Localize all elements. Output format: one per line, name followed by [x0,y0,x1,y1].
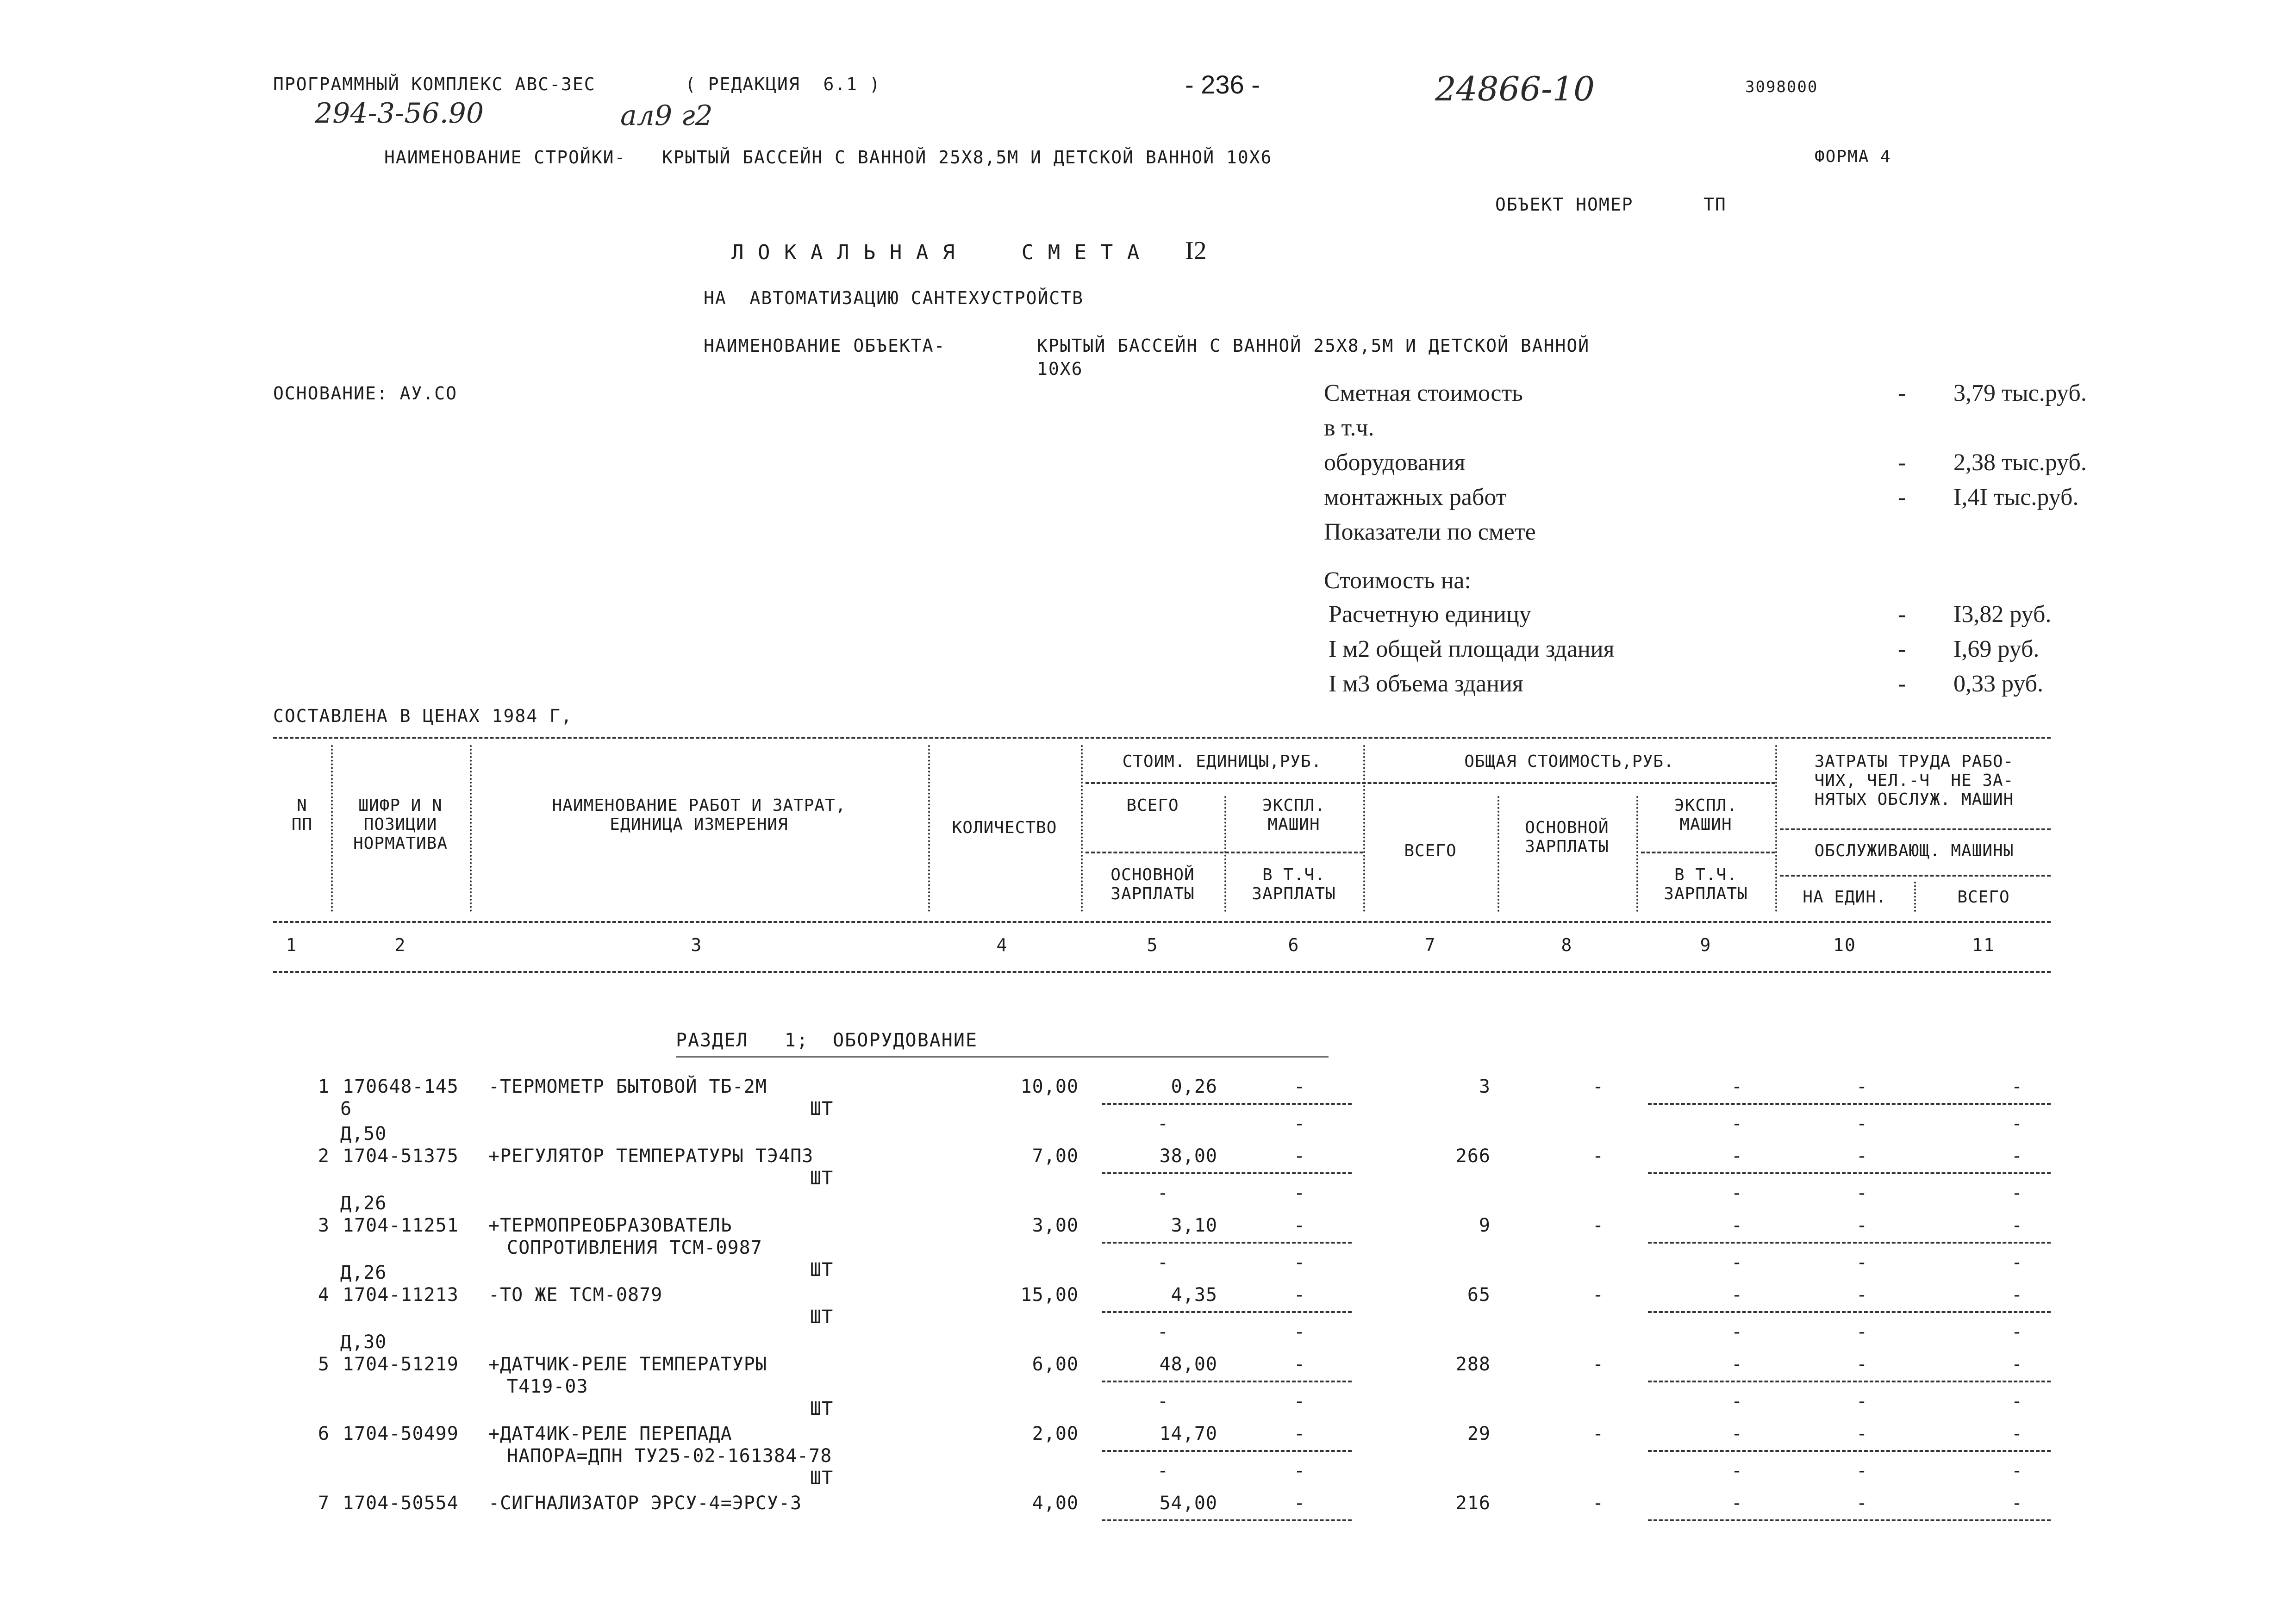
row-total-cost: 288 [1455,1354,1491,1375]
header-col-3: НАИМЕНОВАНИЕ РАБОТ И ЗАТРАТ, ЕДИНИЦА ИЗМЕРЕНИЯ [552,796,846,834]
row-labor-total-sub: - [2011,1182,2023,1204]
row-unit-machine-salary: - [1294,1391,1306,1412]
row-quantity: 2,00 [1032,1423,1079,1444]
header-col-8: ОСНОВНОЙ ЗАРПЛАТЫ [1525,818,1609,856]
row-labor-per-unit: - [1856,1354,1868,1375]
estimate-subject: НА АВТОМАТИЗАЦИЮ САНТЕХУСТРОЙСТВ [704,288,1084,308]
row-base-salary: - [1592,1215,1604,1236]
row-base-salary: - [1592,1284,1604,1306]
object-name-label: НАИМЕНОВАНИЕ ОБЪЕКТА- [704,336,946,356]
row-labor-per-unit: - [1856,1493,1868,1514]
row-machine-salary-total: - [1731,1391,1743,1412]
row-name: +ДАТ4ИК-РЕЛЕ ПЕРЕПАДА [488,1423,732,1444]
row-number: 4 [318,1284,330,1306]
row-number: 2 [318,1145,330,1167]
row-right-rule [1648,1242,2051,1244]
row-labor-unit-sub: - [1856,1252,1868,1273]
row-base-salary: - [1592,1145,1604,1167]
row-labor-unit-sub: - [1856,1182,1868,1204]
row-unit-salary: - [1157,1252,1169,1273]
row-labor-unit-sub: - [1856,1391,1868,1412]
area-label: I м2 общей площади здания [1329,636,1615,662]
row-labor-total: - [2011,1284,2023,1306]
row-unit-cost-total: 4,35 [1171,1284,1217,1306]
equipment-value: 2,38 тыс.руб. [1953,449,2087,476]
column-number-2: 2 [394,935,406,955]
column-number-10: 10 [1833,935,1856,955]
equipment-dash: - [1898,449,1906,476]
document-number: 24866-10 [1435,69,1595,108]
header-unit-cost-group: СТОИМ. ЕДИНИЦЫ,РУБ. [1122,752,1322,771]
section-title: РАЗДЕЛ 1; ОБОРУДОВАНИЕ [676,1030,978,1051]
row-note: Д,50 [340,1123,387,1145]
row-quantity: 3,00 [1032,1215,1079,1236]
construction-label: НАИМЕНОВАНИЕ СТРОЙКИ- [384,147,626,168]
row-right-rule [1648,1450,2051,1452]
indicators-label: Показатели по смете [1324,519,1536,545]
row-note: Д,26 [340,1262,387,1283]
row-unit: ШТ [810,1307,834,1328]
estimate-number: I2 [1185,236,1207,265]
header-col-5-bottom: ОСНОВНОЙ ЗАРПЛАТЫ [1111,865,1195,903]
header-rule [1641,852,1775,853]
row-code: 1704-50499 [343,1423,459,1444]
row-quantity: 15,00 [1020,1284,1079,1306]
installation-value: I,4I тыс.руб. [1953,484,2079,510]
row-machine-salary-total: - [1731,1113,1743,1134]
row-unit-cost-rule [1102,1519,1352,1521]
row-base-salary: - [1592,1076,1604,1097]
row-machine-salary-total: - [1731,1460,1743,1481]
row-unit-cost-machines: - [1294,1215,1306,1236]
cost-dash: - [1898,380,1906,406]
row-unit-cost-machines: - [1294,1076,1306,1097]
row-unit-cost-rule [1102,1381,1352,1382]
header-col-11: ВСЕГО [1957,888,2010,907]
row-machines-total: - [1731,1354,1743,1375]
row-right-rule [1648,1172,2051,1174]
edition: ( РЕДАКЦИЯ 6.1 ) [685,74,881,94]
row-code: 1704-51219 [343,1354,459,1375]
row-machines-total: - [1731,1493,1743,1514]
row-labor-per-unit: - [1856,1215,1868,1236]
row-labor-total-sub: - [2011,1252,2023,1273]
row-number: 5 [318,1354,330,1375]
row-labor-unit-sub: - [1856,1113,1868,1134]
header-col-7: ВСЕГО [1404,841,1457,860]
row-unit-salary: - [1157,1321,1169,1343]
handwritten-album: ал9 г2 [620,100,713,132]
row-unit-cost-total: 3,10 [1171,1215,1217,1236]
header-col-9-bottom: В Т.Ч. ЗАРПЛАТЫ [1664,865,1748,903]
row-machines-total: - [1731,1423,1743,1444]
row-code: 1704-51375 [343,1145,459,1167]
row-name: +РЕГУЛЯТОР ТЕМПЕРАТУРЫ ТЭ4П3 [488,1145,814,1167]
column-number-11: 11 [1972,935,1995,955]
object-value: ТП [1703,194,1727,215]
header-rule [1780,875,2051,877]
row-machine-salary-total: - [1731,1321,1743,1343]
row-labor-total-sub: - [2011,1321,2023,1343]
row-labor-total-sub: - [2011,1391,2023,1412]
unit-dash: - [1898,601,1906,628]
header-total-cost-group: ОБЩАЯ СТОИМОСТЬ,РУБ. [1464,752,1674,771]
row-machines-total: - [1731,1145,1743,1167]
header-col-6-bottom: В Т.Ч. ЗАРПЛАТЫ [1252,865,1336,903]
header-col-9-top: ЭКСПЛ. МАШИН [1674,796,1738,834]
row-number: 1 [318,1076,330,1097]
numbers-bottom-rule [273,971,2051,973]
row-unit-cost-total: 0,26 [1171,1076,1217,1097]
row-labor-total-sub: - [2011,1460,2023,1481]
basis: ОСНОВАНИЕ: АУ.СО [273,383,458,404]
header-bottom-rule [273,921,2051,923]
row-unit-machine-salary: - [1294,1113,1306,1134]
page-number: - 236 - [1185,70,1260,99]
header-rule [1780,828,2051,830]
row-name-extra: Т419-03 [507,1376,588,1397]
row-note: Д,30 [340,1332,387,1353]
column-number-7: 7 [1424,935,1436,955]
program-name: ПРОГРАММНЫЙ КОМПЛЕКС АВС-ЗЕС [273,74,596,94]
cost-per-label: Стоимость на: [1324,567,1471,594]
row-code: 1704-50554 [343,1493,459,1514]
row-unit-cost-total: 48,00 [1159,1354,1217,1375]
row-name: +ДАТЧИК-РЕЛЕ ТЕМПЕРАТУРЫ [488,1354,767,1375]
row-unit-machine-salary: - [1294,1252,1306,1273]
section-underline [676,1056,1329,1058]
row-name: -ТЕРМОМЕТР БЫТОВОЙ ТБ-2М [488,1076,767,1097]
column-number-6: 6 [1288,935,1300,955]
column-number-9: 9 [1700,935,1712,955]
construction-name: КРЫТЫЙ БАССЕЙН С ВАННОЙ 25Х8,5М И ДЕТСКОЙ ВАННОЙ 10Х6 [662,147,1273,168]
form-label: ФОРМА 4 [1815,147,1891,166]
header-col-2: ШИФР И N ПОЗИЦИИ НОРМАТИВА [353,796,448,853]
row-machine-salary-total: - [1731,1252,1743,1273]
row-unit-cost-total: 54,00 [1159,1493,1217,1514]
row-right-rule [1648,1519,2051,1521]
area-dash: - [1898,636,1906,662]
installation-dash: - [1898,484,1906,510]
document-code: 3098000 [1745,78,1818,96]
column-number-4: 4 [996,935,1008,955]
column-number-5: 5 [1147,935,1159,955]
row-base-salary: - [1592,1493,1604,1514]
row-labor-total: - [2011,1215,2023,1236]
row-code: 1704-11213 [343,1284,459,1306]
row-unit-cost-total: 38,00 [1159,1145,1217,1167]
row-labor-total: - [2011,1145,2023,1167]
header-col-5-top: ВСЕГО [1126,796,1179,815]
row-number: 3 [318,1215,330,1236]
row-total-cost: 266 [1455,1145,1491,1167]
row-labor-per-unit: - [1856,1284,1868,1306]
row-number: 6 [318,1423,330,1444]
row-base-salary: - [1592,1354,1604,1375]
row-number: 7 [318,1493,330,1514]
row-machines-total: - [1731,1215,1743,1236]
row-unit-cost-machines: - [1294,1423,1306,1444]
row-unit-cost-total: 14,70 [1159,1423,1217,1444]
column-number-3: 3 [691,935,703,955]
row-unit-cost-rule [1102,1103,1352,1105]
header-labor-group: ЗАТРАТЫ ТРУДА РАБО- ЧИХ, ЧЕЛ.-Ч НЕ ЗА- НЯТЫХ ОБСЛУЖ. МАШИН [1814,752,2014,809]
row-quantity: 4,00 [1032,1493,1079,1514]
row-labor-per-unit: - [1856,1423,1868,1444]
row-labor-unit-sub: - [1856,1460,1868,1481]
row-unit-cost-machines: - [1294,1145,1306,1167]
incl-label: в т.ч. [1324,415,1374,441]
row-unit: ШТ [810,1398,834,1419]
header-rule [1086,852,1363,853]
row-machines-total: - [1731,1076,1743,1097]
row-name: -ТО ЖЕ ТСМ-0879 [488,1284,663,1306]
prices-year: СОСТАВЛЕНА В ЦЕНАХ 1984 Г, [273,706,573,726]
row-unit-cost-rule [1102,1450,1352,1452]
row-unit-cost-rule [1102,1242,1352,1244]
object-label: ОБЪЕКТ НОМЕР [1495,194,1634,215]
row-quantity: 7,00 [1032,1145,1079,1167]
estimate-title: Л О К А Л Ь Н А Я С М Е Т А [731,241,1141,264]
row-base-salary: - [1592,1423,1604,1444]
row-total-cost: 3 [1479,1076,1491,1097]
cost-value: 3,79 тыс.руб. [1953,380,2087,406]
row-unit-cost-machines: - [1294,1354,1306,1375]
row-labor-unit-sub: - [1856,1321,1868,1343]
row-quantity: 10,00 [1020,1076,1079,1097]
header-col-6-top: ЭКСПЛ. МАШИН [1262,796,1326,834]
handwritten-project: 294-3-56.90 [315,97,484,130]
row-unit-cost-rule [1102,1172,1352,1174]
row-quantity: 6,00 [1032,1354,1079,1375]
row-labor-total: - [2011,1076,2023,1097]
row-unit-salary: - [1157,1460,1169,1481]
area-value: I,69 руб. [1953,636,2040,662]
unit-value: I3,82 руб. [1953,601,2052,628]
object-name-line1: КРЫТЫЙ БАССЕЙН С ВАННОЙ 25Х8,5М И ДЕТСКОЙ ВАННОЙ [1037,336,1590,356]
row-total-cost: 65 [1467,1284,1491,1306]
row-labor-per-unit: - [1856,1145,1868,1167]
row-labor-total: - [2011,1354,2023,1375]
row-machines-total: - [1731,1284,1743,1306]
row-code: 170648-145 [343,1076,459,1097]
row-right-rule [1648,1311,2051,1313]
row-labor-per-unit: - [1856,1076,1868,1097]
row-total-cost: 9 [1479,1215,1491,1236]
column-number-8: 8 [1561,935,1573,955]
row-labor-total: - [2011,1423,2023,1444]
header-labor-sub: ОБСЛУЖИВАЮЩ. МАШИНЫ [1814,841,2014,860]
cost-label: Сметная стоимость [1324,380,1523,406]
header-col-10: НА ЕДИН. [1803,888,1887,907]
row-labor-total-sub: - [2011,1113,2023,1134]
row-unit-salary: - [1157,1391,1169,1412]
equipment-label: оборудования [1324,449,1466,476]
unit-label: Расчетную единицу [1329,601,1531,628]
row-machine-salary-total: - [1731,1182,1743,1204]
row-unit-machine-salary: - [1294,1182,1306,1204]
row-name-extra: СОПРОТИВЛЕНИЯ ТСМ-0987 [507,1237,762,1258]
row-total-cost: 216 [1455,1493,1491,1514]
row-unit: ШТ [810,1468,834,1489]
column-number-1: 1 [286,935,298,955]
volume-value: 0,33 руб. [1953,671,2044,697]
installation-label: монтажных работ [1324,484,1507,510]
row-unit: ШТ [810,1168,834,1189]
row-unit-cost-machines: - [1294,1493,1306,1514]
row-unit-machine-salary: - [1294,1321,1306,1343]
table-top-rule [273,737,2051,739]
row-code: 1704-11251 [343,1215,459,1236]
row-name: +ТЕРМОПРЕОБРАЗОВАТЕЛЬ [488,1215,732,1236]
volume-label: I м3 объема здания [1329,671,1523,697]
volume-dash: - [1898,671,1906,697]
row-labor-total: - [2011,1493,2023,1514]
header-col-4: КОЛИЧЕСТВО [952,818,1057,837]
row-name: -СИГНАЛИЗАТОР ЭРСУ-4=ЭРСУ-3 [488,1493,802,1514]
row-unit-cost-rule [1102,1311,1352,1313]
row-code-extra: 6 [340,1098,352,1120]
object-name-line2: 10Х6 [1037,359,1083,379]
row-total-cost: 29 [1467,1423,1491,1444]
header-col-1: N ПП [291,796,313,834]
header-rule [1086,782,1775,784]
row-unit-salary: - [1157,1182,1169,1204]
row-unit: ШТ [810,1098,834,1120]
row-name-extra: НАПОРА=ДПН ТУ25-02-161384-78 [507,1445,832,1467]
row-unit-machine-salary: - [1294,1460,1306,1481]
row-unit-cost-machines: - [1294,1284,1306,1306]
row-right-rule [1648,1103,2051,1105]
row-note: Д,26 [340,1193,387,1214]
row-unit: ШТ [810,1259,834,1281]
row-unit-salary: - [1157,1113,1169,1134]
row-right-rule [1648,1381,2051,1382]
